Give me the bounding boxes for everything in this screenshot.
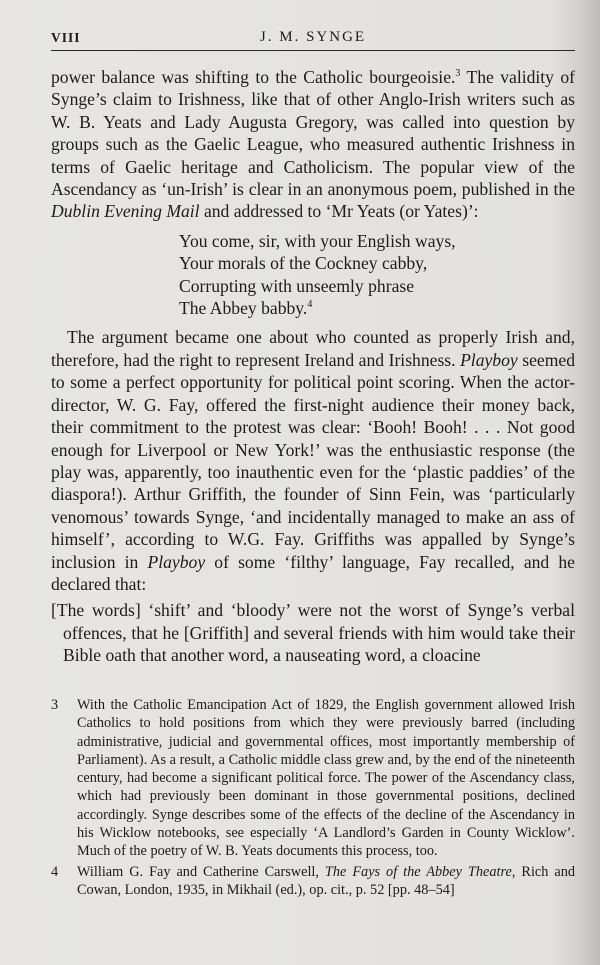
footnote-text: With the Catholic Emancipation Act of 1829, the English government allowed Irish Catholics to hold positions from which they were previously barred (including administrative, judicial and governmental offices, most importantly membership of Parliament). As a result, a Catholic middle class grew and, by the end of the nineteenth century, had become a significant political force. The power of the Ascendancy class, which had previously been dominant in those governmental positions, declined accordingly. Synge describes some of the effects of the decline of the Ascendancy in his Wicklow notebooks, see especially ‘A Landlord’s Garden in County Wicklow’. Much of the poetry of W. B. Yeats documents this process, too. — [77, 697, 575, 860]
footnote-number: 3 — [51, 697, 59, 713]
verse-line-text: The Abbey babby. — [179, 298, 308, 319]
footnote-ref-3: 3 — [455, 68, 461, 80]
verse-line-last — [179, 297, 575, 319]
paragraph-2 — [51, 326, 575, 595]
p2-play-title-1: Playboy — [460, 349, 518, 370]
footnote-book-title: The Fays of the Abbey Theatre — [324, 863, 512, 880]
p2-text-c: of some ‘filthy’ language, Fay recalled, and he declared that: — [51, 551, 575, 594]
verse-quotation — [179, 230, 575, 320]
p1-text-c: and addressed to ‘Mr Yeats (or Yates)’: — [199, 201, 479, 222]
p1-text-b: The validity of Synge’s claim to Irishness, like that of other Anglo-Irish writers such as W. B. Yeats and Lady Augusta Gregory, was called into question by groups such as the Gaelic League, who measured authentic Irishness in terms of Gaelic heritage and Catholicism. The popular view of the Ascendancy as ‘un-Irish’ is clear in an anonymous poem, published in the — [51, 67, 575, 200]
footnote-number: 4 — [51, 863, 59, 880]
running-head: J. M. SYNGE — [259, 29, 367, 45]
footnote-ref-4: 4 — [307, 299, 313, 311]
footnote-3 — [51, 696, 575, 861]
p2-play-title-2: Playboy — [147, 551, 206, 572]
footnote-text-a: William G. Fay and Catherine Carswell, — [77, 863, 325, 880]
page-number: VIII — [51, 30, 81, 45]
page-header — [51, 26, 575, 51]
p1-text-a: power balance was shifting to the Catholic bourgeoisie. — [51, 67, 456, 87]
footnotes — [51, 696, 575, 901]
verse-line: Your morals of the Cockney cabby, — [179, 253, 428, 274]
p1-newspaper-title: Dublin Evening Mail — [51, 201, 200, 222]
p2-text-a: The argument became one about who counted as properly Irish and, therefore, had the right to represent Ireland and Irishness. — [51, 327, 575, 370]
block-quote: [The words] ‘shift’ and ‘bloody’ were not the worst of Synge’s verbal offences, that he [Griffith] and several friends with him would take their Bible oath that another word, a nauseating word, a cloacine — [51, 600, 575, 666]
footnote-4 — [51, 863, 575, 900]
verse-line: You come, sir, with your English ways, — [179, 230, 456, 251]
verse-line: Corrupting with unseemly phrase — [179, 275, 415, 296]
paragraph-1 — [51, 66, 575, 223]
footnote-text-b: , Rich and Cowan, London, 1935, in Mikhail (ed.), op. cit., p. 52 [pp. 48–54] — [77, 863, 576, 898]
p2-text-b: seemed to some a perfect opportunity for political point scoring. When the actor-director, W. G. Fay, offered the first-night audience their money back, their commitment to the protest was clear: ‘Booh! Booh! . . . Not good enough for Liverpool or New York!’ was the enthusiastic response (the play was, apparently, too inauthentic even for the ‘plastic paddies’ of the diaspora!). Arthur Griffith, the founder of Sinn Fein, was ‘particularly venomous’ towards Synge, ‘and incidentally managed to make an ass of himself’, according to W.G. Fay. Griffiths was appalled by Synge’s inclusion in — [51, 349, 575, 572]
main-text — [51, 66, 575, 667]
